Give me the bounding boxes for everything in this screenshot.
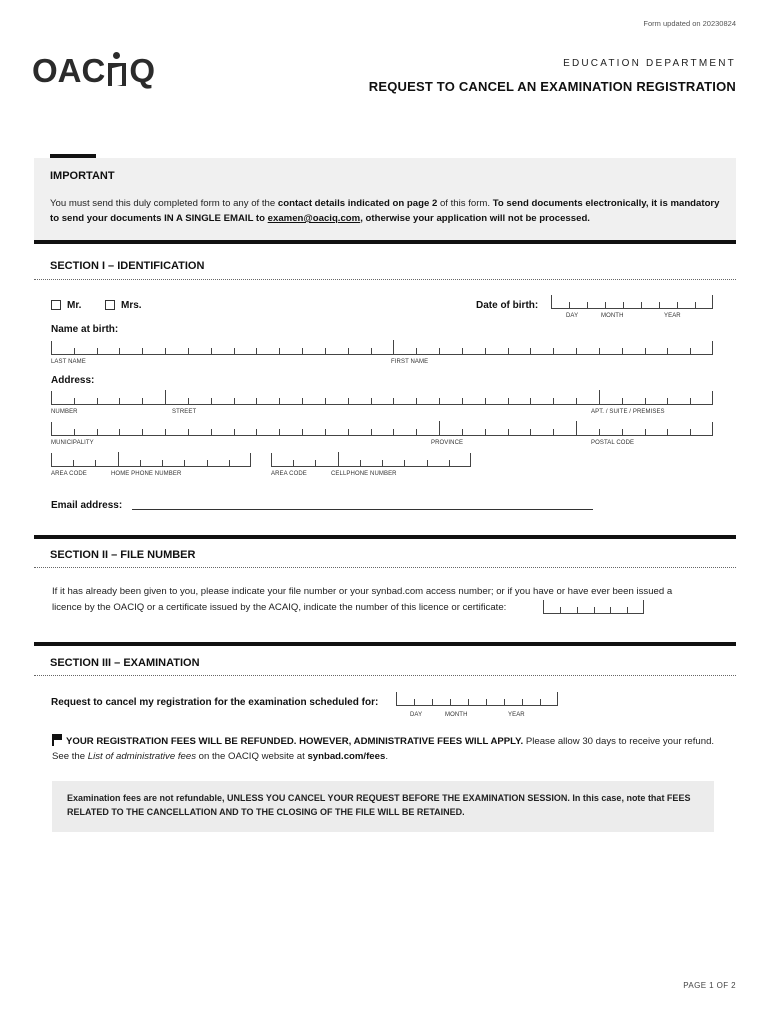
comb-tick [553,429,554,435]
comb-tick [610,607,611,613]
section-divider [34,567,736,568]
file-number-field[interactable] [543,600,644,614]
cellphone-label: CELLPHONE NUMBER [331,471,397,477]
file-number-instructions-line1: If it has already been given to you, please indicate your file number or your synbad.com access number; or if you have or have ever been issued a [52,586,673,597]
comb-tick [74,429,75,435]
email-field[interactable] [132,498,593,510]
form-title: REQUEST TO CANCEL AN EXAMINATION REGISTRATION [368,79,736,94]
comb-tick [279,348,280,354]
name-at-birth-label: Name at birth: [51,324,119,335]
comb-tick [599,390,600,404]
section2-title: SECTION II – FILE NUMBER [50,549,196,561]
mrs-checkbox[interactable] [105,300,115,310]
comb-tick [576,348,577,354]
comb-tick [645,348,646,354]
important-text: You must send this duly completed form to any of the contact details indicated on page 2 of this form. To send documents electronically, it is mandatory to send your documents IN A SINGLE EMAIL to examen@oaciq.com, otherwise your application will not be processed. [50,198,720,224]
area-code-label-1: AREA CODE [51,471,87,477]
comb-tick [371,348,372,354]
comb-tick [188,348,189,354]
department-label: EDUCATION DEPARTMENT [563,58,736,69]
comb-tick [508,429,509,435]
comb-tick [293,460,294,466]
comb-tick [576,421,577,435]
comb-tick [462,348,463,354]
comb-tick [256,398,257,404]
comb-tick [95,460,96,466]
dob-label: Date of birth: [476,300,539,311]
comb-tick [382,460,383,466]
comb-tick [211,348,212,354]
comb-tick [667,398,668,404]
comb-tick [325,348,326,354]
comb-tick [348,348,349,354]
comb-tick [142,398,143,404]
comb-tick [627,607,628,613]
comb-tick [393,429,394,435]
comb-tick [594,607,595,613]
comb-tick [485,429,486,435]
comb-tick [279,429,280,435]
comb-tick [73,460,74,466]
logo-text-left: OAC [32,52,106,89]
comb-tick [279,398,280,404]
comb-tick [393,398,394,404]
apt-label: APT. / SUITE / PREMISES [591,409,665,415]
exam-request-label: Request to cancel my registration for the examination scheduled for: [51,697,379,708]
mrs-option[interactable]: Mrs. [105,300,142,311]
comb-tick [508,398,509,404]
comb-tick [486,699,487,705]
section-divider [34,279,736,280]
comb-tick [530,429,531,435]
comb-tick [677,302,678,308]
comb-tick [119,398,120,404]
comb-tick [74,348,75,354]
comb-tick [211,429,212,435]
comb-tick [371,429,372,435]
comb-tick [439,398,440,404]
comb-tick [360,460,361,466]
email-label: Email address: [51,500,123,511]
comb-tick [184,460,185,466]
comb-tick [587,302,588,308]
comb-tick [667,429,668,435]
comb-tick [142,348,143,354]
comb-tick [432,699,433,705]
postal-code-label: POSTAL CODE [591,440,635,446]
comb-tick [439,421,440,435]
section-divider [34,675,736,676]
comb-tick [622,348,623,354]
street-label: STREET [172,409,197,415]
comb-tick [256,348,257,354]
comb-tick [485,348,486,354]
comb-tick [118,452,119,466]
dob-month-label: MONTH [601,313,624,319]
comb-tick [462,429,463,435]
comb-tick [165,348,166,354]
comb-tick [119,429,120,435]
comb-tick [371,398,372,404]
comb-tick [623,302,624,308]
comb-tick [553,348,554,354]
comb-tick [690,398,691,404]
comb-tick [645,398,646,404]
important-title: IMPORTANT [50,170,115,182]
dob-year-label: YEAR [664,313,681,319]
section-rule [34,642,736,646]
comb-tick [599,348,600,354]
comb-tick [622,398,623,404]
comb-tick [211,398,212,404]
comb-tick [569,302,570,308]
comb-tick [97,398,98,404]
comb-tick [530,398,531,404]
comb-tick [504,699,505,705]
section1-title: SECTION I – IDENTIFICATION [50,260,205,272]
comb-tick [142,429,143,435]
comb-tick [302,348,303,354]
refund-notice: YOUR REGISTRATION FEES WILL BE REFUNDED. HOWEVER, ADMINISTRATIVE FEES WILL APPLY. Please allow 30 days to receive your refund. See the List of administrative fees on the OACIQ website at synbad.com/fees. [52,736,715,762]
comb-tick [695,302,696,308]
fees-note-text: Examination fees are not refundable, UNLESS YOU CANCEL YOUR REQUEST BEFORE THE EXAMINATION SESSION. In this case, note that FEES RELATED TO THE CANCELLATION AND TO THE CLOSING OF THE FILE WILL BE RETAINED. [67,793,691,817]
comb-tick [416,348,417,354]
comb-tick [256,429,257,435]
comb-tick [325,429,326,435]
comb-tick [540,699,541,705]
exam-date-field[interactable] [396,692,558,706]
comb-tick [97,348,98,354]
comb-tick [530,348,531,354]
comb-tick [462,398,463,404]
comb-tick [302,429,303,435]
comb-tick [348,398,349,404]
exam-year-label: YEAR [508,712,525,718]
comb-tick [690,429,691,435]
comb-tick [140,460,141,466]
comb-tick [119,348,120,354]
flag-icon [52,734,62,746]
comb-tick [315,460,316,466]
comb-tick [165,429,166,435]
mr-option[interactable]: Mr. [51,300,81,311]
comb-tick [165,390,166,404]
comb-tick [188,429,189,435]
comb-tick [485,398,486,404]
comb-tick [553,398,554,404]
name-at-birth-field[interactable] [51,341,713,355]
mr-checkbox[interactable] [51,300,61,310]
comb-tick [427,460,428,466]
comb-tick [338,452,339,466]
exam-day-label: DAY [410,712,423,718]
province-label: PROVINCE [431,440,464,446]
comb-tick [645,429,646,435]
comb-tick [302,398,303,404]
comb-tick [577,607,578,613]
comb-tick [605,302,606,308]
comb-tick [450,699,451,705]
comb-tick [207,460,208,466]
comb-tick [641,302,642,308]
exam-month-label: MONTH [445,712,468,718]
logo-text-right: Q [129,52,156,89]
comb-tick [229,460,230,466]
number-label: NUMBER [51,409,78,415]
home-phone-label: HOME PHONE NUMBER [111,471,182,477]
section3-title: SECTION III – EXAMINATION [50,657,200,669]
comb-tick [325,398,326,404]
comb-tick [690,348,691,354]
comb-tick [468,699,469,705]
comb-tick [449,460,450,466]
comb-tick [162,460,163,466]
comb-tick [414,699,415,705]
comb-tick [234,348,235,354]
comb-tick [599,429,600,435]
cellphone-field[interactable] [271,453,471,467]
comb-tick [667,348,668,354]
form-updated-date: Form updated on 20230824 [643,19,736,28]
email-link[interactable]: examen@oaciq.com [267,213,361,224]
logo-door-icon [106,56,128,86]
first-name-label: FIRST NAME [391,359,429,365]
file-number-instructions-line2: licence by the OACIQ or a certificate issued by the ACAIQ, indicate the number of this licence or certificate: [52,602,507,613]
comb-tick [234,429,235,435]
comb-tick [416,429,417,435]
comb-tick [622,429,623,435]
comb-tick [508,348,509,354]
last-name-label: LAST NAME [51,359,86,365]
address-street-field[interactable] [51,391,713,405]
comb-tick [97,429,98,435]
dob-day-label: DAY [566,313,579,319]
comb-tick [576,398,577,404]
comb-tick [74,398,75,404]
municipality-label: MUNICIPALITY [51,440,94,446]
oaciq-logo [32,52,155,90]
comb-tick [560,607,561,613]
address-city-field[interactable] [51,422,713,436]
fees-website-link[interactable]: synbad.com/fees [307,751,386,762]
address-label: Address: [51,375,95,386]
page-number: PAGE 1 OF 2 [683,981,736,990]
comb-tick [416,398,417,404]
comb-tick [348,429,349,435]
comb-tick [522,699,523,705]
comb-tick [188,398,189,404]
area-code-label-2: AREA CODE [271,471,307,477]
dob-field[interactable] [551,295,713,309]
comb-tick [404,460,405,466]
comb-tick [439,348,440,354]
comb-tick [393,340,394,354]
section-rule [34,535,736,539]
home-phone-field[interactable] [51,453,251,467]
comb-tick [659,302,660,308]
comb-tick [234,398,235,404]
